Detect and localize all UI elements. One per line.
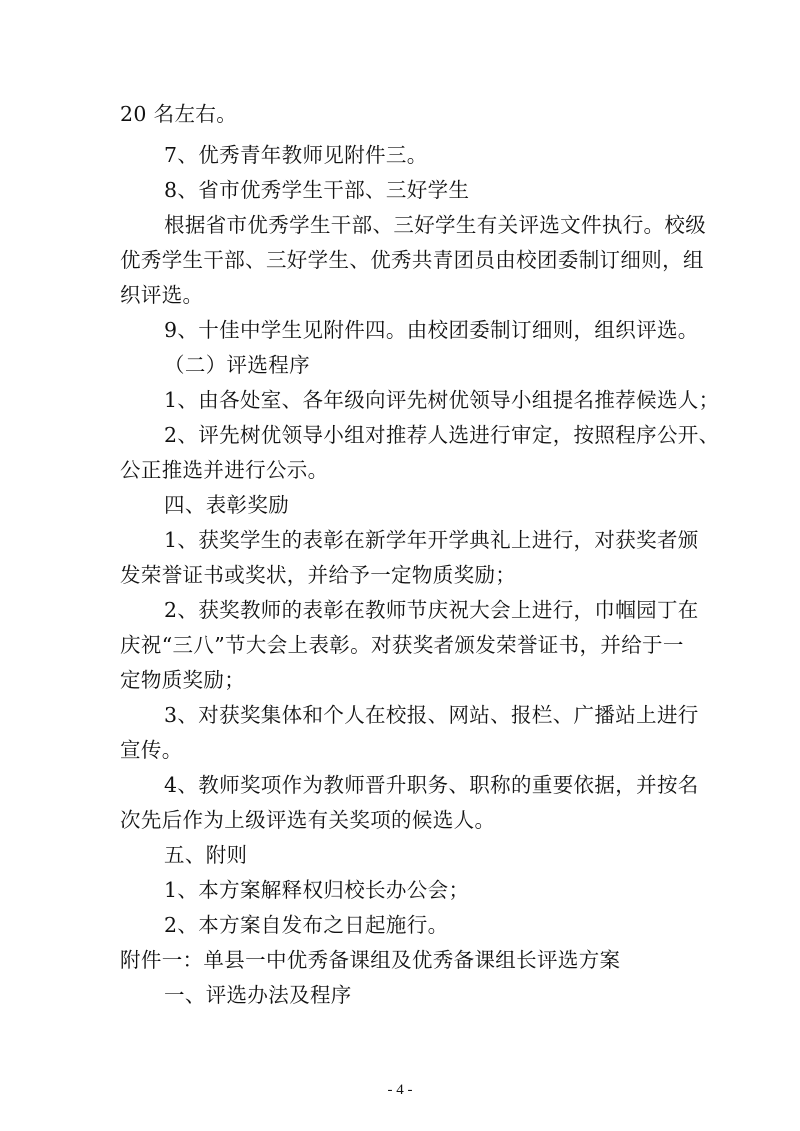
text-line: 2、获奖教师的表彰在教师节庆祝大会上进行，巾帼园丁在 [164, 598, 699, 622]
text-line: 1、本方案解释权归校长办公会； [164, 878, 470, 902]
text-line: 4、教师奖项作为教师晋升职务、职称的重要依据，并按名 [164, 773, 699, 797]
text-line: 发荣誉证书或奖状，并给予一定物质奖励； [120, 563, 517, 587]
section-heading: 五、附则 [164, 843, 248, 867]
section-heading: 四、表彰奖励 [164, 493, 290, 517]
text-line: 9、十佳中学生见附件四。由校团委制订细则，组织评选。 [164, 318, 699, 342]
text-line: 宣传。 [120, 738, 183, 762]
text-line: 1、获奖学生的表彰在新学年开学典礼上进行，对获奖者颁 [164, 528, 699, 552]
page-number: - 4 - [387, 1082, 413, 1098]
text-line: 公正推选并进行公示。 [120, 458, 329, 482]
text-line: 7、优秀青年教师见附件三。 [164, 143, 428, 167]
text-line: 3、对获奖集体和个人在校报、网站、报栏、广播站上进行 [164, 703, 699, 727]
text-line: 优秀学生干部、三好学生、优秀共青团员由校团委制订细则，组 [120, 248, 704, 272]
text-line: 20 名左右。 [120, 102, 238, 126]
text-line: 织评选。 [120, 283, 204, 307]
section-heading: （二）评选程序 [164, 353, 310, 377]
text-line: 定物质奖励； [120, 668, 246, 692]
appendix-title: 附件一：单县一中优秀备课组及优秀备课组长评选方案 [120, 948, 621, 972]
text-line: 庆祝“三八”节大会上表彰。对获奖者颁发荣誉证书，并给于一 [120, 633, 684, 657]
text-line: 次先后作为上级评选有关奖项的候选人。 [120, 808, 496, 832]
text-line: 2、本方案自发布之日起施行。 [164, 913, 449, 937]
text-line: 1、由各处室、各年级向评先树优领导小组提名推荐候选人； [164, 388, 720, 412]
text-line: 8、省市优秀学生干部、三好学生 [164, 178, 470, 202]
text-line: 根据省市优秀学生干部、三好学生有关评选文件执行。校级 [164, 213, 707, 237]
section-heading: 一、评选办法及程序 [164, 983, 352, 1007]
text-line: 2、评先树优领导小组对推荐人选进行审定，按照程序公开、 [164, 423, 720, 447]
